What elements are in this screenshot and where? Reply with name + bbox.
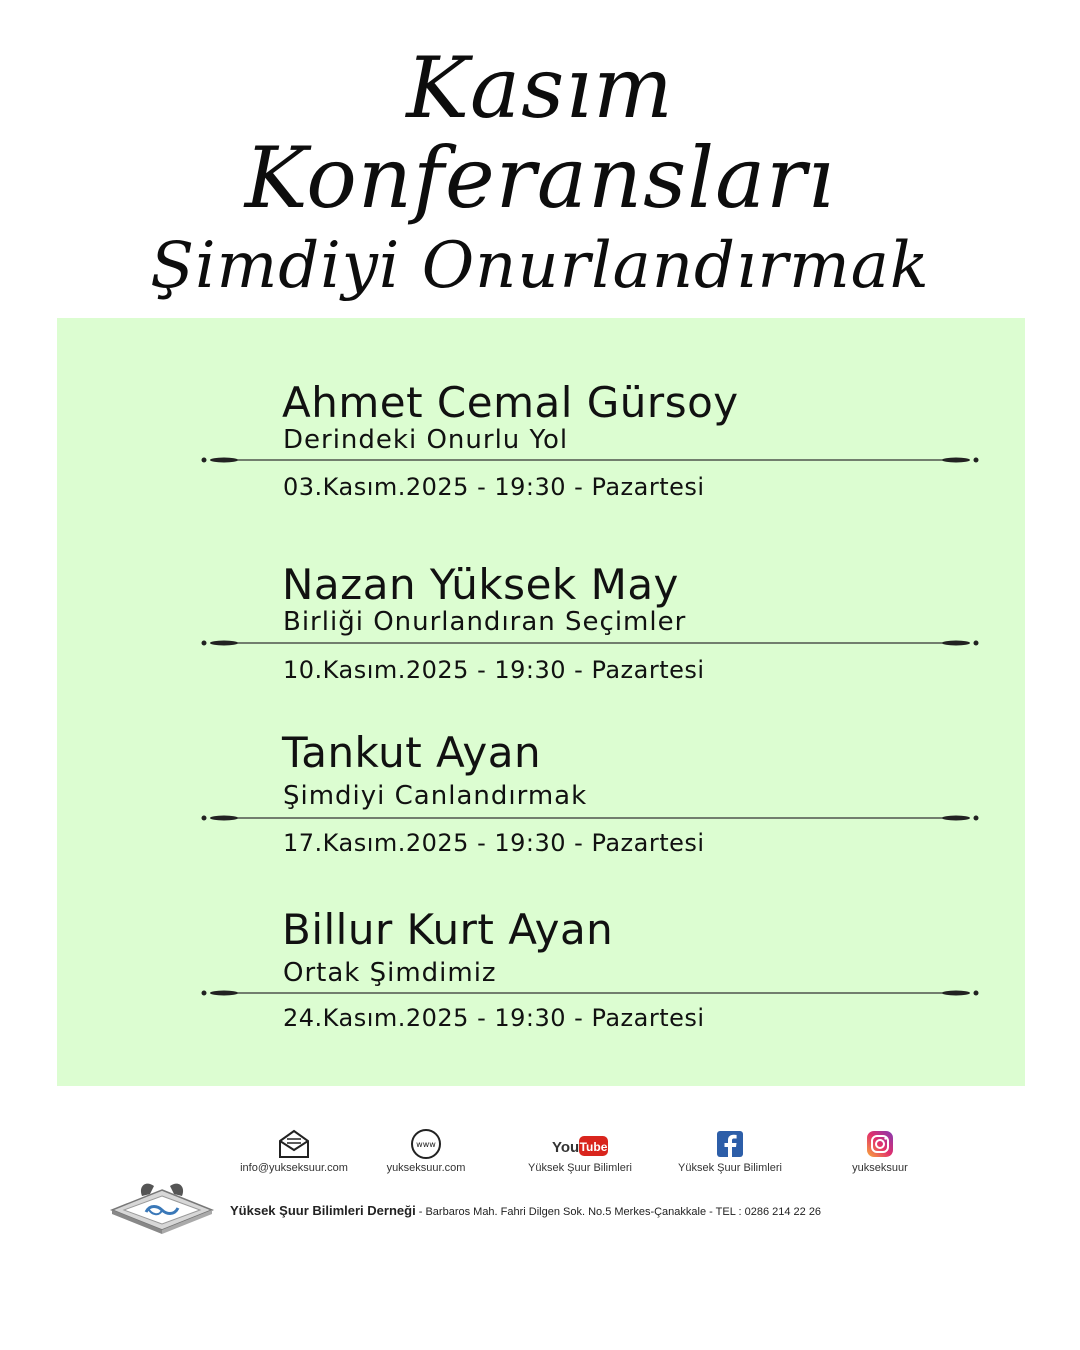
- svg-text:www: www: [416, 1140, 436, 1149]
- speaker-name: Billur Kurt Ayan: [282, 905, 614, 954]
- contact-instagram[interactable]: [830, 1128, 930, 1174]
- contact-label: yukseksuur.com: [386, 1162, 466, 1174]
- ornament-divider: [200, 454, 980, 466]
- contact-label: yukseksuur: [852, 1162, 908, 1174]
- title-line-1: Kasım: [406, 39, 674, 137]
- instagram-icon: [864, 1128, 896, 1160]
- contact-email[interactable]: [226, 1128, 362, 1174]
- talk-title: Ortak Şimdimiz: [283, 958, 497, 988]
- title-line-2: Konferansları: [244, 129, 836, 227]
- speaker-name: Ahmet Cemal Gürsoy: [282, 378, 739, 427]
- contact-label: Yüksek Şuur Bilimleri: [528, 1162, 632, 1174]
- association-logo: [108, 1176, 216, 1236]
- talk-title: Şimdiyi Canlandırmak: [283, 781, 588, 811]
- contact-label: info@yukseksuur.com: [240, 1162, 348, 1174]
- ornament-divider: [200, 812, 980, 824]
- email-icon: [276, 1128, 312, 1160]
- ornament-divider: [200, 637, 980, 649]
- ornament-divider: [200, 987, 980, 999]
- event-date: 17.Kasım.2025 - 19:30 - Pazartesi: [283, 829, 705, 857]
- event-panel: [57, 318, 1025, 1086]
- talk-title: Birliği Onurlandıran Seçimler: [283, 607, 687, 637]
- event-date: 24.Kasım.2025 - 19:30 - Pazartesi: [283, 1004, 705, 1032]
- talk-title: Derindeki Onurlu Yol: [283, 425, 569, 455]
- address-text: - Barbaros Mah. Fahri Dilgen Sok. No.5 Merkes-Çanakkale - TEL : 0286 214 22 26: [415, 1206, 822, 1218]
- youtube-icon: [550, 1128, 610, 1160]
- contact-youtube[interactable]: [512, 1128, 648, 1174]
- event-date: 10.Kasım.2025 - 19:30 - Pazartesi: [283, 656, 705, 684]
- speaker-name: Nazan Yüksek May: [282, 560, 679, 609]
- speaker-name: Tankut Ayan: [282, 728, 542, 777]
- subtitle: Şimdiyi Onurlandırmak: [150, 229, 930, 303]
- svg-text:Tube: Tube: [579, 1140, 608, 1154]
- svg-text:You: You: [552, 1139, 580, 1156]
- contact-facebook[interactable]: [662, 1128, 798, 1174]
- contact-label: Yüksek Şuur Bilimleri: [678, 1162, 782, 1174]
- organization-name: Yüksek Şuur Bilimleri Derneği: [230, 1203, 416, 1218]
- event-date: 03.Kasım.2025 - 19:30 - Pazartesi: [283, 473, 705, 501]
- facebook-icon: [714, 1128, 746, 1160]
- contact-website[interactable]: [370, 1128, 482, 1174]
- web-icon: [408, 1128, 444, 1160]
- footer-address: [230, 1203, 821, 1218]
